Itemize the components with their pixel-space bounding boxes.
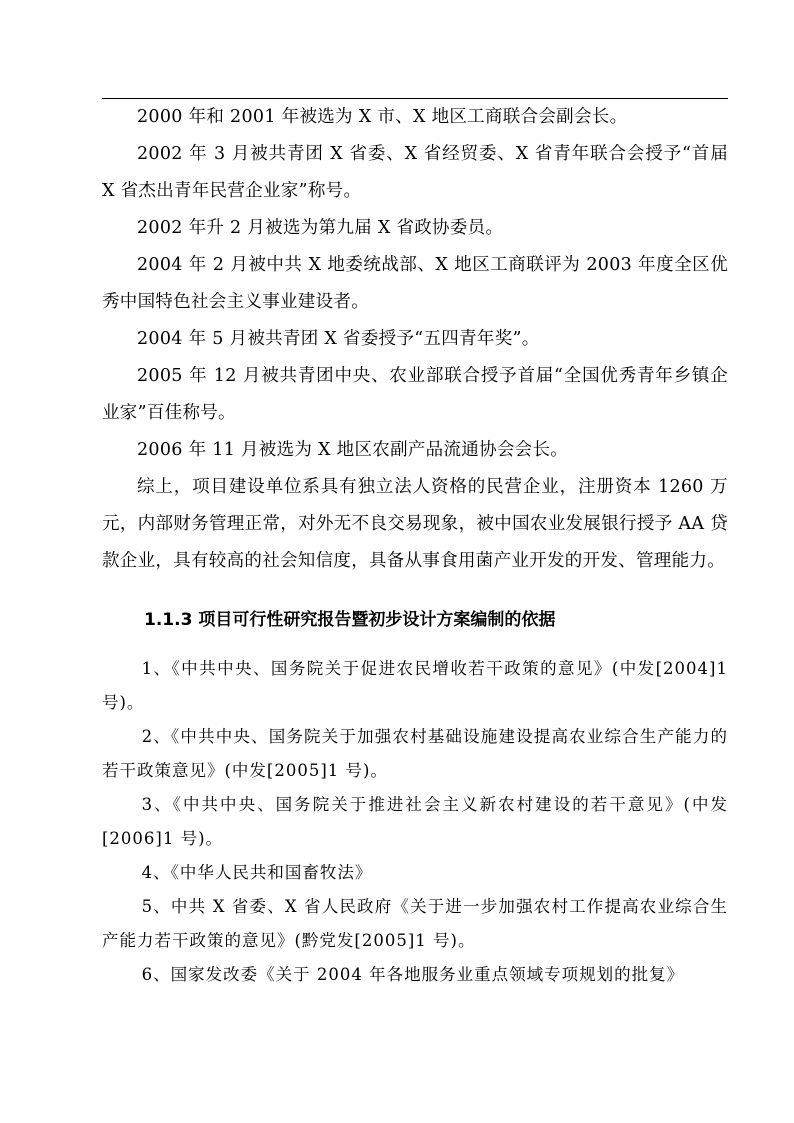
paragraph: 2004 年 5 月被共青团 X 省委授予“五四青年奖”。 bbox=[137, 329, 540, 349]
reference-item: 4、《中华人民共和国畜牧法》 bbox=[141, 863, 373, 882]
reference-item: 2、《中共中央、国务院关于加强农村基础设施建设提高农业综合生产能力的若干政策意见》(中发[2005]1 号)。 bbox=[102, 727, 728, 780]
paragraph: 2002 年升 2 月被选为第九届 X 省政协委员。 bbox=[137, 218, 504, 238]
summary-paragraph: 综上，项目建设单位系具有独立法人资格的民营企业，注册资本 1260 万元，内部财务管理正常，对外无不良交易现象，被中国农业发展银行授予 AA 贷款企业，具有较高的社会知信度，具备从事食用菌产业开发的开发、管理能力。 bbox=[102, 477, 728, 571]
reference-item: 6、国家发改委《关于 2004 年各地服务业重点领域专项规划的批复》 bbox=[141, 965, 685, 984]
section-heading: 1.1.3 项目可行性研究报告暨初步设计方案编制的依据 bbox=[144, 610, 556, 630]
document-body bbox=[102, 99, 728, 992]
reference-item: 5、中共 X 省委、X 省人民政府《关于进一步加强农村工作提高农业综合生产能力若干政策的意见》(黔党发[2005]1 号)。 bbox=[102, 897, 728, 950]
paragraph: 2000 年和 2001 年被选为 X 市、X 地区工商联合会副会长。 bbox=[137, 107, 628, 127]
paragraph: 2004 年 2 月被中共 X 地委统战部、X 地区工商联评为 2003 年度全区优秀中国特色社会主义事业建设者。 bbox=[102, 255, 728, 312]
paragraph: 2002 年 3 月被共青团 X 省委、X 省经贸委、X 省青年联合会授予“首届 X 省杰出青年民营企业家”称号。 bbox=[102, 144, 728, 201]
paragraph: 2005 年 12 月被共青团中央、农业部联合授予首届“全国优秀青年乡镇企业家”百佳称号。 bbox=[102, 366, 728, 423]
reference-item: 1、《中共中央、国务院关于促进农民增收若干政策的意见》(中发[2004]1 号)。 bbox=[102, 659, 728, 712]
paragraph: 2006 年 11 月被选为 X 地区农副产品流通协会会长。 bbox=[137, 440, 569, 460]
reference-item: 3、《中共中央、国务院关于推进社会主义新农村建设的若干意见》(中发[2006]1 号)。 bbox=[102, 795, 728, 848]
